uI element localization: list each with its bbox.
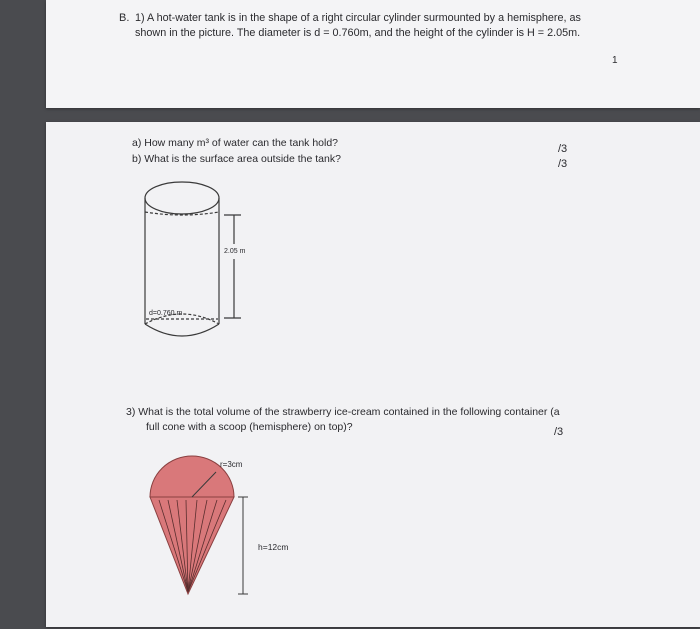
question-1b: b) What is the surface area outside the tank?: [132, 153, 341, 165]
question-1a: a) How many m³ of water can the tank hold?: [132, 137, 339, 149]
ice-cream-cone-diagram: [46, 122, 700, 627]
problem-statement-line-1: 1) A hot-water tank is in the shape of a right circular cylinder surmounted by a hemisphere, as: [135, 12, 581, 24]
problem-statement-line-2: shown in the picture. The diameter is d = 0.760m, and the height of the cylinder is H = 2.05m.: [135, 27, 581, 39]
cone-height-label: h=12cm: [258, 542, 289, 552]
cone-radius-label: r=3cm: [220, 460, 243, 469]
question-1a-marks: /3: [558, 143, 568, 155]
tank-height-label: 2.05 m: [224, 244, 245, 259]
worksheet-page-top: [46, 0, 700, 108]
page-number: 1: [612, 55, 618, 66]
question-number: B.: [119, 12, 130, 24]
tank-diameter-label: d=0.760 m: [149, 310, 183, 317]
worksheet-page-main: [46, 122, 700, 627]
question-1b-marks: /3: [558, 158, 568, 170]
question-3-marks: /3: [554, 426, 564, 438]
question-3-line-2: full cone with a scoop (hemisphere) on top)?: [146, 421, 353, 433]
question-3-line-1: 3) What is the total volume of the strawberry ice-cream contained in the following container (a: [126, 406, 560, 418]
